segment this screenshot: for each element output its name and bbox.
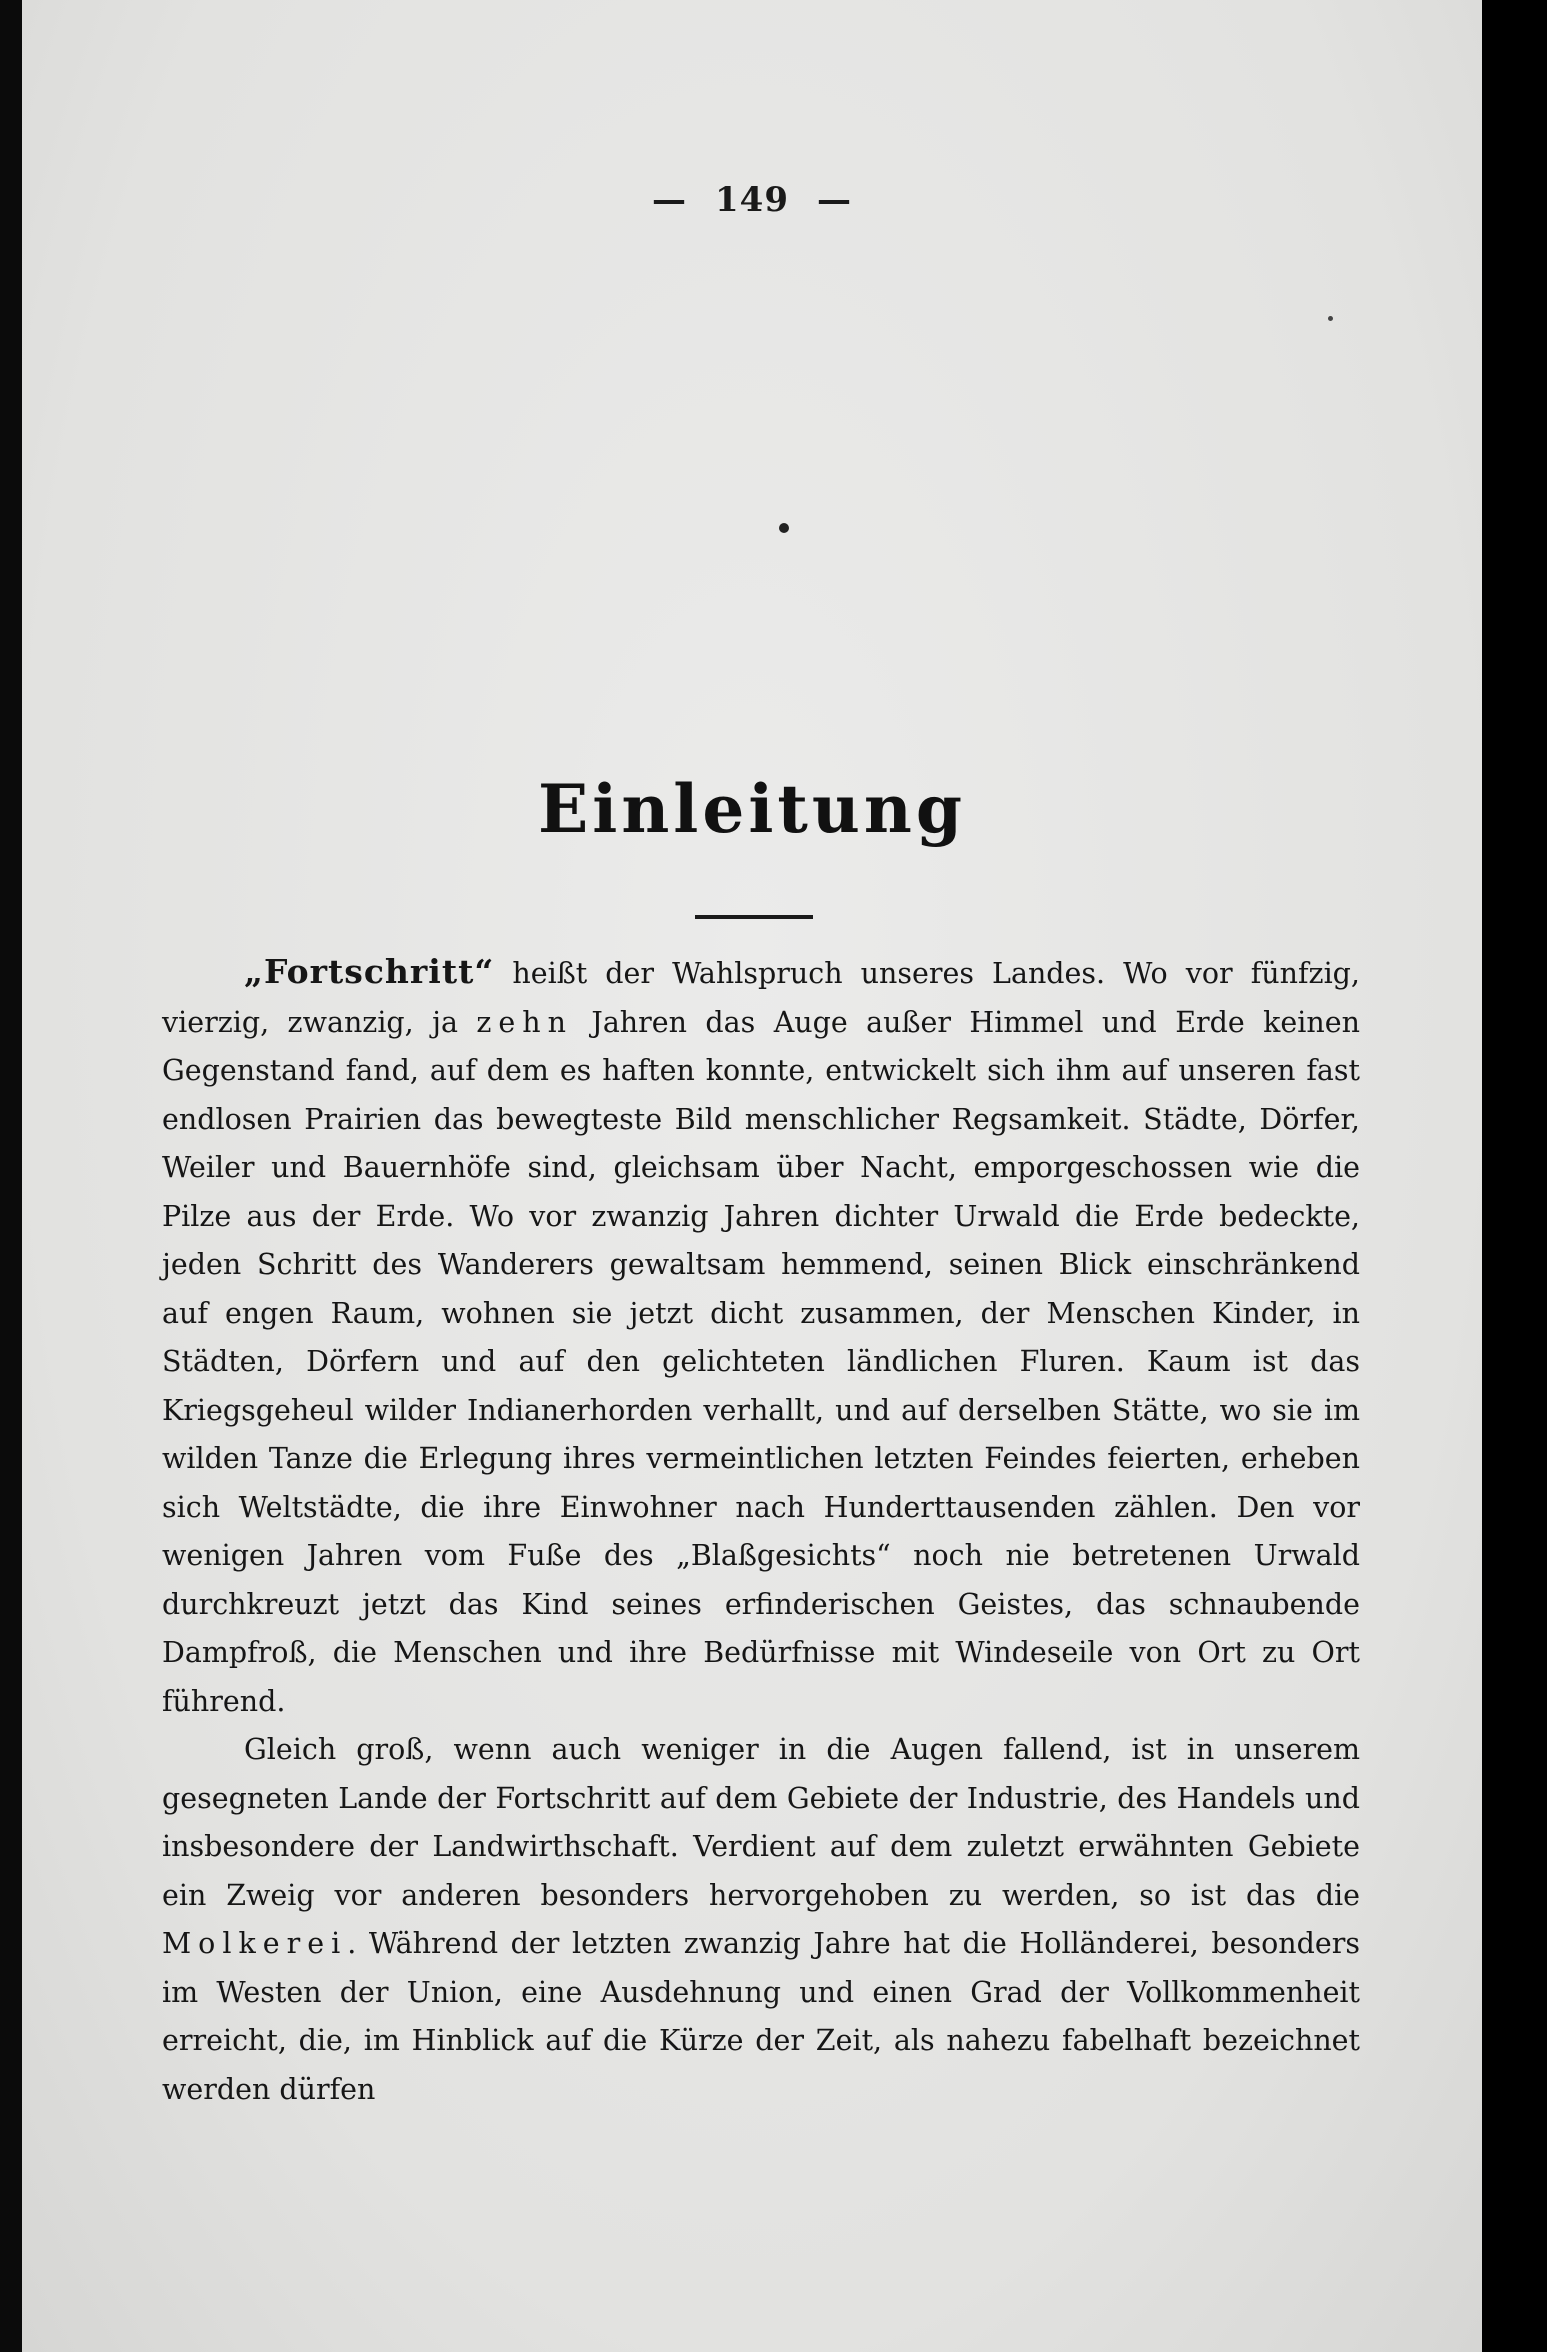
paragraph-2 [162, 1726, 1360, 2114]
title-rule [695, 915, 813, 919]
page-number: 149 [715, 180, 789, 220]
spaced-word: zehn [476, 1005, 573, 1039]
spaced-word-molkerei: Molkerei [162, 1927, 348, 1960]
ornament-dot [779, 523, 789, 533]
body-text [162, 948, 1360, 2114]
book-page [22, 0, 1482, 2352]
header-dash-left: — [652, 180, 687, 220]
paragraph-2-text-b: . Während der letzten zwanzig Jahre hat die Holländerei, besonders im Westen der Union, eine Ausdehnung und einen Grad der Vollkommenheit erreicht, die, im Hinblick auf die Kürze der Zeit, als nahezu fabelhaft bezeichnet werden dürfen [162, 1927, 1360, 2106]
paragraph-1-text-a: heißt der Wahlspruch unseres Landes. Wo vor fünfzig, vierzig, zwanzig, ja [162, 957, 1360, 1039]
paragraph-2-text-a: Gleich groß, wenn auch weniger in die Augen fallend, ist in unserem gesegneten Lande der Fortschritt auf dem Gebiete der Industrie, des Handels und insbesondere der Landwirthschaft. Verdient auf dem zuletzt erwähnten Gebiete ein Zweig vor anderen besonders hervorgehoben zu werden, so ist das die [162, 1733, 1360, 1912]
emphasized-word: Fortschritt [263, 952, 475, 991]
page-header [22, 180, 1482, 220]
ink-speck [1328, 316, 1333, 321]
paragraph-1 [162, 948, 1360, 1726]
header-dash-right: — [816, 180, 852, 220]
scan-border [1482, 0, 1547, 2352]
quote-open: „ [244, 952, 264, 991]
paragraph-1-text-b: Jahren das Auge außer Himmel und Erde keinen Gegenstand fand, auf dem es haften konnte, entwickelt sich ihm auf unseren fast endlosen Prairien das bewegteste Bild menschlicher Regsamkeit. Städte, Dörfer, Weiler und Bauernhöfe sind, gleichsam über Nacht, emporgeschossen wie die Pilze aus der Erde. Wo vor zwanzig Jahren dichter Urwald die Erde bedeckte, jeden Schritt des Wanderers gewaltsam hemmend, seinen Blick einschränkend auf engen Raum, wohnen sie jetzt dicht zusammen, der Menschen Kinder, in Städten, Dörfern und auf den gelichteten ländlichen Fluren. Kaum ist das Kriegsgeheul wilder Indianerhorden verhallt, und auf derselben Stätte, wo sie im wilden Tanze die Erlegung ihres vermeintlichen letzten Feindes feierten, erheben sich Weltstädte, die ihre Einwohner nach Hunderttausenden zählen. Den vor wenigen Jahren vom Fuße des „Blaßgesichts“ noch nie betretenen Urwald durchkreuzt jetzt das Kind seines erfinderischen Geistes, das schnaubende Dampfroß, die Menschen und ihre Bedürfnisse mit Windeseile von Ort zu Ort führend. [162, 1005, 1360, 1718]
quote-close: “ [474, 952, 495, 991]
chapter-title: Einleitung [537, 770, 967, 848]
